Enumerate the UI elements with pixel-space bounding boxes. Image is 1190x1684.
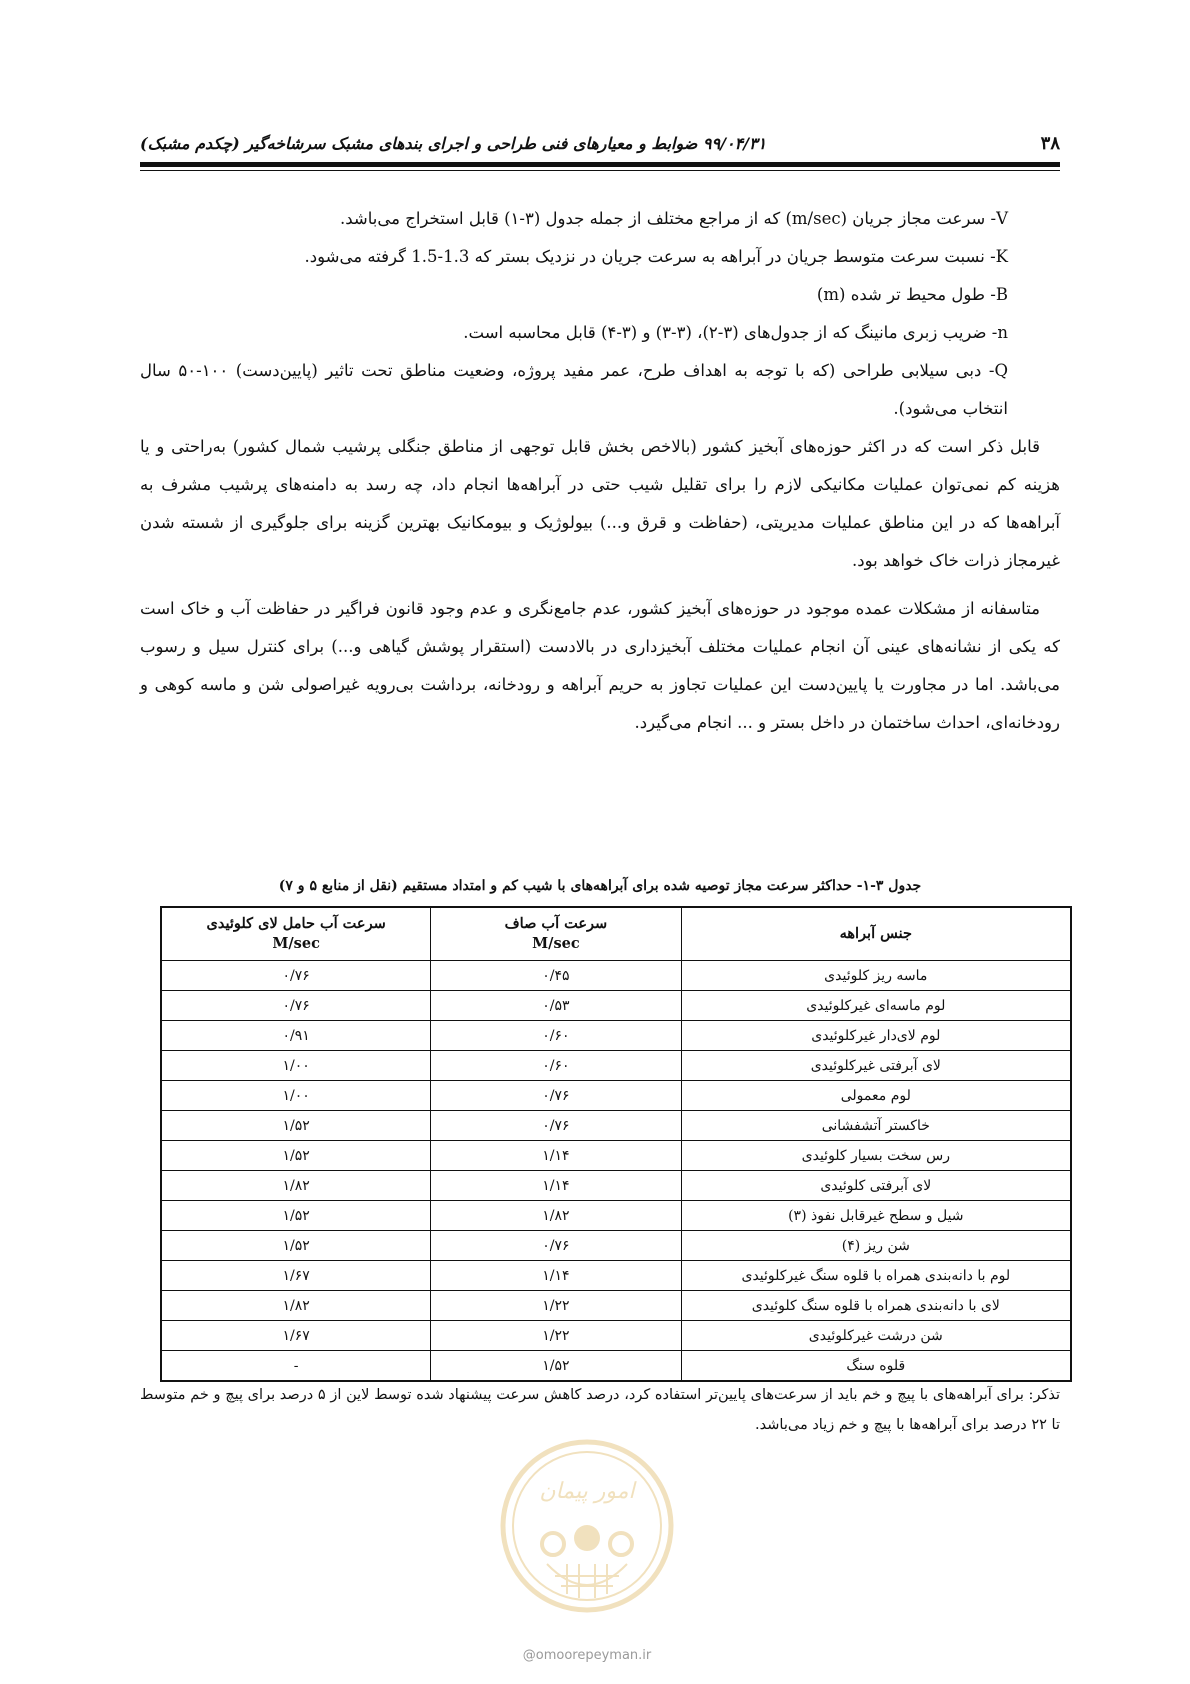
cell-clear-water: ۰/۶۰ <box>431 1021 681 1051</box>
cell-material: شیل و سطح غیرقابل نفوذ (۳) <box>681 1201 1071 1231</box>
cell-material: شن درشت غیرکلوئیدی <box>681 1321 1071 1351</box>
table-row <box>161 1201 1071 1231</box>
cell-colloidal-water: ۰/۷۶ <box>161 991 431 1021</box>
definition-b: B- طول محیط تر شده (m) <box>816 285 1008 304</box>
cell-colloidal-water: ۱/۸۲ <box>161 1291 431 1321</box>
definition-n: n- ضریب زبری مانینگ که از جدول‌های (۳-۲)، (۳-۳) و (۳-۴) قابل محاسبه است. <box>463 323 1008 342</box>
cell-clear-water: ۰/۵۳ <box>431 991 681 1021</box>
cell-clear-water: ۱/۸۲ <box>431 1201 681 1231</box>
cell-material: خاکستر آتشفشانی <box>681 1111 1071 1141</box>
body-text <box>140 200 1060 742</box>
cell-colloidal-water: ۱/۵۲ <box>161 1141 431 1171</box>
definition-v: V- سرعت مجاز جریان (m/sec) که از مراجع مختلف از جمله جدول (۳-۱) قابل استخراج می‌باشد. <box>340 209 1008 228</box>
cell-colloidal-water: ۰/۷۶ <box>161 961 431 991</box>
cell-colloidal-water: - <box>161 1351 431 1382</box>
page-header <box>140 128 1060 158</box>
header-rule-thin <box>140 170 1060 171</box>
cell-colloidal-water: ۱/۵۲ <box>161 1201 431 1231</box>
header-title: ۹۹/۰۴/۳۱ ضوابط و معیارهای فنی طراحی و اجرای بندهای مشبک سرشاخه‌گیر (چکدم مشبک) <box>140 133 767 153</box>
watermark-logo <box>497 1436 677 1616</box>
cell-clear-water: ۱/۱۴ <box>431 1141 681 1171</box>
cell-clear-water: ۰/۴۵ <box>431 961 681 991</box>
cell-material: ماسه ریز کلوئیدی <box>681 961 1071 991</box>
cell-material: رس سخت بسیار کلوئیدی <box>681 1141 1071 1171</box>
table-row <box>161 961 1071 991</box>
watermark-site: @omoorepeyman.ir <box>522 1648 652 1663</box>
table-row <box>161 1141 1071 1171</box>
cell-material: لای آبرفتی غیرکلوئیدی <box>681 1051 1071 1081</box>
table-row <box>161 1291 1071 1321</box>
cell-material: لوم ماسه‌ای غیرکلوئیدی <box>681 991 1071 1021</box>
header-clear-water: سرعت آب صاف M/sec <box>431 907 681 961</box>
definition-k: K- نسبت سرعت متوسط جریان در آبراهه به سرعت جریان در نزدیک بستر که 1.3-1.5 گرفته می‌شود. <box>304 247 1008 266</box>
page-number: ۳۸ <box>1040 132 1060 154</box>
cell-colloidal-water: ۱/۵۲ <box>161 1111 431 1141</box>
cell-material: قلوه سنگ <box>681 1351 1071 1382</box>
cell-colloidal-water: ۱/۶۷ <box>161 1261 431 1291</box>
table-row <box>161 1261 1071 1291</box>
table-row <box>161 1021 1071 1051</box>
table-row <box>161 1351 1071 1382</box>
table-row <box>161 1171 1071 1201</box>
cell-clear-water: ۱/۵۲ <box>431 1351 681 1382</box>
header-colloidal-water: سرعت آب حامل لای کلوئیدی M/sec <box>161 907 431 961</box>
cell-material: لای با دانه‌بندی همراه با قلوه سنگ کلوئیدی <box>681 1291 1071 1321</box>
cell-clear-water: ۰/۷۶ <box>431 1081 681 1111</box>
cell-colloidal-water: ۱/۰۰ <box>161 1051 431 1081</box>
cell-colloidal-water: ۱/۵۲ <box>161 1231 431 1261</box>
cell-colloidal-water: ۱/۸۲ <box>161 1171 431 1201</box>
table-row <box>161 1081 1071 1111</box>
paragraph-1: قابل ذکر است که در اکثر حوزه‌های آبخیز کشور (بالاخص بخش قابل توجهی از مناطق جنگلی پرشیب شمال کشور) به‌راحتی و یا هزینه کم نمی‌توان عملیات مکانیکی لازم را برای تقلیل شیب حتی در آبراهه‌ها انجام داد، چه رسد به دامنه‌های پرشیب مشرف به آبراهه‌ها که در این مناطق عملیات مدیریتی، (حفاظت و قرق و...) بیولوژیک و بیومکانیک بهترین گزینه برای جلوگیری از شسته شدن غیرمجاز ذرات خاک خواهد بود. <box>140 437 1060 570</box>
cell-clear-water: ۰/۶۰ <box>431 1051 681 1081</box>
cell-clear-water: ۱/۲۲ <box>431 1321 681 1351</box>
table-row <box>161 991 1071 1021</box>
cell-material: لای آبرفتی کلوئیدی <box>681 1171 1071 1201</box>
header-material: جنس آبراهه <box>681 907 1071 961</box>
paragraph-2: متاسفانه از مشکلات عمده موجود در حوزه‌های آبخیز کشور، عدم جامع‌نگری و عدم وجود قانون فراگیر در حفاظت آب و خاک است که یکی از نشانه‌های عینی آن انجام عملیات مختلف آبخیزداری در بالادست (استقرار پوشش گیاهی و...) برای کنترل سیل و رسوب می‌باشد. اما در مجاورت یا پایین‌دست این عملیات تجاوز به حریم آبراهه و رودخانه، برداشت بی‌رویه غیراصولی شن و ماسه کوهی و رودخانه‌ای، احداث ساختمان در داخل بستر و ... انجام می‌گیرد. <box>140 599 1060 732</box>
cell-clear-water: ۱/۱۴ <box>431 1171 681 1201</box>
table-row <box>161 1321 1071 1351</box>
velocity-table <box>160 906 1072 1382</box>
table-row <box>161 1111 1071 1141</box>
cell-clear-water: ۱/۱۴ <box>431 1261 681 1291</box>
table-caption: جدول ۳-۱- حداکثر سرعت مجاز توصیه شده برای آبراهه‌های با شیب کم و امتداد مستقیم (نقل از منابع ۵ و ۷) <box>278 878 922 894</box>
cell-colloidal-water: ۰/۹۱ <box>161 1021 431 1051</box>
header-rule-thick <box>140 162 1060 167</box>
cell-clear-water: ۰/۷۶ <box>431 1111 681 1141</box>
cell-colloidal-water: ۱/۶۷ <box>161 1321 431 1351</box>
table-header-row <box>161 907 1071 961</box>
cell-material: لوم لای‌دار غیرکلوئیدی <box>681 1021 1071 1051</box>
table-row <box>161 1231 1071 1261</box>
cell-clear-water: ۰/۷۶ <box>431 1231 681 1261</box>
table-note: تذکر: برای آبراهه‌های با پیچ و خم باید از سرعت‌های پایین‌تر استفاده کرد، درصد کاهش سرعت پیشنهاد شده توسط لاین از ۵ درصد برای پیچ و خم متوسط تا ۲۲ درصد برای آبراهه‌ها با پیچ و خم زیاد می‌باشد. <box>140 1387 1060 1433</box>
definition-q: Q- دبی سیلابی طراحی (که با توجه به اهداف طرح، عمر مفید پروژه، وضعیت مناطق تحت تاثیر (پایین‌دست) ۱۰۰-۵۰ سال انتخاب می‌شود). <box>140 361 1008 418</box>
cell-colloidal-water: ۱/۰۰ <box>161 1081 431 1111</box>
cell-material: لوم با دانه‌بندی همراه با قلوه سنگ غیرکلوئیدی <box>681 1261 1071 1291</box>
cell-material: لوم معمولی <box>681 1081 1071 1111</box>
table-row <box>161 1051 1071 1081</box>
cell-clear-water: ۱/۲۲ <box>431 1291 681 1321</box>
watermark-logo-text: امور پیمان <box>539 1479 635 1504</box>
cell-material: شن ریز (۴) <box>681 1231 1071 1261</box>
